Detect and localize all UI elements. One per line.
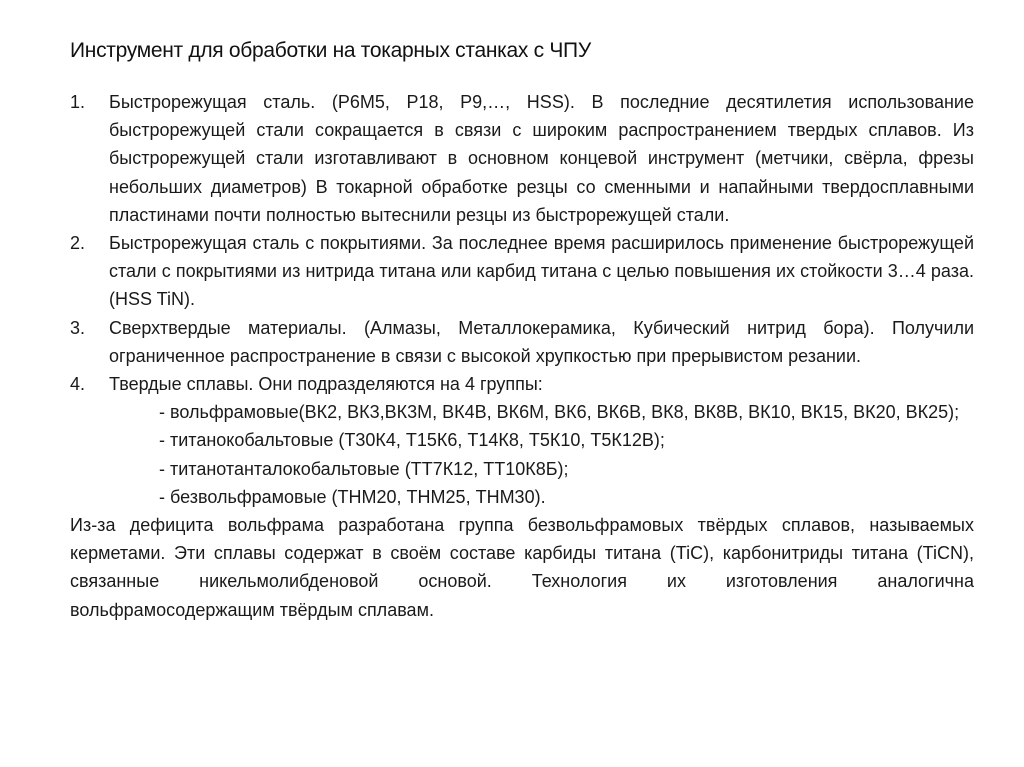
- subgroup-titanium-tantalum-cobalt: - титанотанталокобальтовые (ТТ7К12, ТТ10К8Б);: [159, 458, 569, 479]
- list-item-number: 1.: [70, 92, 86, 112]
- list-item-number: 3.: [70, 317, 86, 338]
- numbered-list: [70, 88, 974, 511]
- slide-body: [70, 88, 974, 624]
- slide-title: Инструмент для обработки на токарных станках с ЧПУ: [70, 39, 591, 62]
- closing-paragraph: Из-за дефицита вольфрама разработана группа безвольфрамовых твёрдых сплавов, называемых керметами. Эти сплавы содержат в своём составе карбиды титана (TiC), карбонитриды титана (TiCN), связанные никельмолибденовой основой. Технология их изготовления аналогична вольфрамосодержащим твёрдым сплавам.: [70, 515, 974, 620]
- list-item-text: Сверхтвердые материалы. (Алмазы, Металлокерамика, Кубический нитрид бора). Получили ограниченное распространение в связи с высокой хрупкостью при прерывистом резании.: [109, 317, 974, 366]
- list-item-number: 4.: [70, 374, 86, 395]
- subgroup-titanium-cobalt: - титанокобальтовые (Т30К4, Т15К6, Т14К8, Т5К10, Т5К12В);: [159, 430, 665, 451]
- list-item-text: Быстрорежущая сталь с покрытиями. За последнее время расширилось применение быстрорежущей стали с покрытиями из нитрида титана или карбид титана с целью повышения их стойкости 3…4 раза. (HSS TiN).: [109, 233, 974, 310]
- list-item-number: 2.: [70, 233, 86, 254]
- subgroup-tungsten: - вольфрамовые(ВК2, ВК3,ВК3М, ВК4В, ВК6М, ВК6, ВК6В, ВК8, ВК8В, ВК10, ВК15, ВК20, ВК25);: [159, 402, 960, 423]
- list-item: [70, 229, 974, 314]
- list-item: [70, 370, 974, 511]
- list-item-text: Твердые сплавы. Они подразделяются на 4 группы:: [109, 374, 543, 395]
- list-item: [70, 314, 974, 370]
- list-item-text: Быстрорежущая сталь. (Р6М5, Р18, Р9,…, HSS). В последние десятилетия использование быстрорежущей стали сокращается в связи с широким распространением твердых сплавов. Из быстрорежущей стали изготавливают в основном концевой инструмент (метчики, свёрла, фрезы небольших диаметров) В токарной обработке резцы со сменными и напайными твердосплавными пластинами почти полностью вытеснили резцы из быстрорежущей стали.: [109, 92, 974, 225]
- list-item: [70, 88, 974, 229]
- subgroup-tungsten-free: - безвольфрамовые (ТНМ20, ТНМ25, ТНМ30).: [159, 486, 546, 507]
